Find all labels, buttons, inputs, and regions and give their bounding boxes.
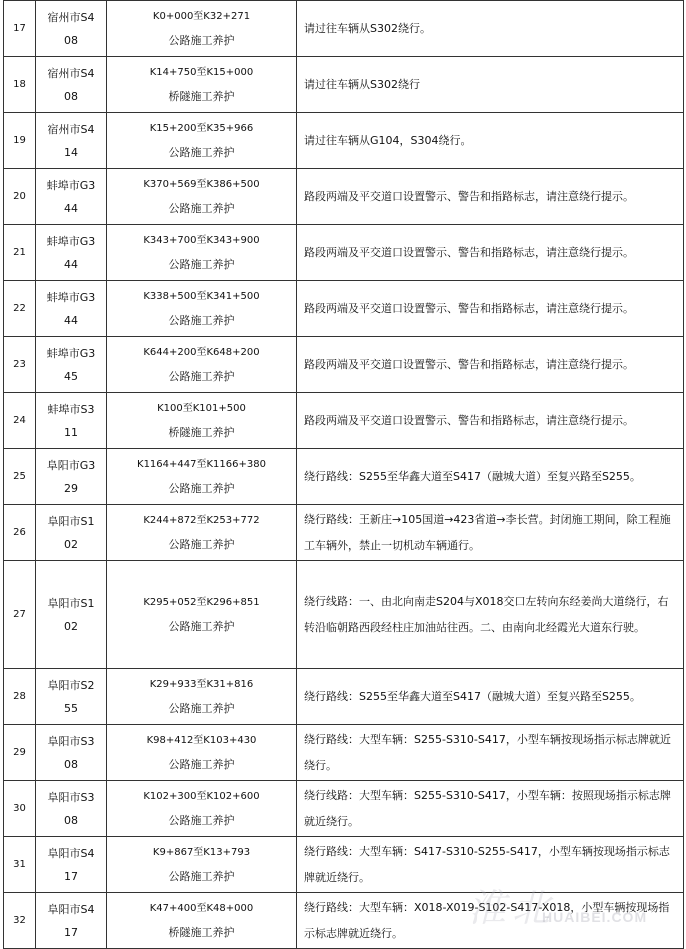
row-number (4, 449, 36, 505)
detour-note: 绕行路线：大型车辆：S417-S310-S255-S417，小型车辆按现场指示标志牌就近绕行。 (304, 844, 670, 884)
section-range: K47+400至K48+000 (149, 902, 254, 914)
detour-note: 路段两端及平交道口设置警示、警告和指路标志，请注意绕行提示。 (304, 189, 634, 203)
row-number (4, 337, 36, 393)
row-number (4, 837, 36, 893)
table-row (4, 281, 684, 337)
work-type: 公路施工养护 (168, 813, 235, 827)
table-row (4, 781, 684, 837)
section-range: K244+872至K253+772 (143, 514, 260, 526)
route-cell (36, 837, 107, 893)
table-row (4, 393, 684, 449)
work-type: 公路施工养护 (168, 701, 235, 715)
route-line-2: 11 (64, 425, 78, 439)
detour-note-cell (297, 1, 684, 57)
row-number (4, 669, 36, 725)
row-number (4, 725, 36, 781)
section-cell (107, 781, 297, 837)
section-range: K29+933至K31+816 (149, 678, 254, 690)
route-line-2: 29 (64, 481, 78, 495)
section-range: K1164+447至K1166+380 (137, 458, 266, 470)
section-cell (107, 113, 297, 169)
work-type: 公路施工养护 (168, 619, 235, 633)
route-line-1: 阜阳市S3 (47, 734, 95, 748)
work-type: 公路施工养护 (168, 257, 235, 271)
work-type: 公路施工养护 (168, 201, 235, 215)
route-cell (36, 113, 107, 169)
detour-note-cell (297, 669, 684, 725)
route-cell (36, 561, 107, 669)
section-cell (107, 169, 297, 225)
detour-note-cell (297, 337, 684, 393)
watermark-en: HUAIBEI.COM (542, 909, 648, 925)
route-line-2: 17 (64, 869, 78, 883)
route-line-2: 45 (64, 369, 78, 383)
route-line-2: 08 (64, 89, 78, 103)
section-cell (107, 725, 297, 781)
route-line-1: 蚌埠市G3 (46, 290, 96, 304)
detour-note-cell (297, 561, 684, 669)
route-line-2: 08 (64, 33, 78, 47)
detour-note-cell (297, 449, 684, 505)
route-line-1: 蚌埠市G3 (46, 178, 96, 192)
route-line-1: 阜阳市S4 (47, 846, 95, 860)
row-number-text: 25 (13, 471, 26, 482)
detour-note-cell (297, 281, 684, 337)
route-cell (36, 893, 107, 949)
row-number-text: 29 (13, 747, 26, 758)
route-line-1: 阜阳市S1 (47, 596, 95, 610)
route-line-1: 阜阳市S4 (47, 902, 95, 916)
route-line-1: 蚌埠市S3 (47, 402, 95, 416)
row-number-text: 19 (13, 135, 26, 146)
detour-note-cell (297, 505, 684, 561)
detour-note-cell (297, 113, 684, 169)
section-range: K338+500至K341+500 (143, 290, 260, 302)
route-cell (36, 57, 107, 113)
detour-note-cell (297, 225, 684, 281)
table-row (4, 225, 684, 281)
detour-note: 路段两端及平交道口设置警示、警告和指路标志，请注意绕行提示。 (304, 357, 634, 371)
detour-note: 请过往车辆从S302绕行 (304, 77, 420, 91)
detour-note: 绕行路线：大型车辆：S255-S310-S417，小型车辆按现场指示标志牌就近绕行。 (304, 732, 671, 772)
route-line-1: 宿州市S4 (47, 10, 95, 24)
detour-note-cell (297, 893, 684, 949)
route-cell (36, 781, 107, 837)
work-type: 公路施工养护 (168, 537, 235, 551)
route-line-2: 08 (64, 813, 78, 827)
route-line-2: 44 (64, 313, 78, 327)
section-cell (107, 837, 297, 893)
route-cell (36, 393, 107, 449)
work-type: 公路施工养护 (168, 869, 235, 883)
detour-note: 请过往车辆从S302绕行。 (304, 21, 431, 35)
detour-note-cell (297, 725, 684, 781)
route-line-1: 阜阳市S3 (47, 790, 95, 804)
row-number (4, 57, 36, 113)
section-range: K0+000至K32+271 (152, 10, 251, 22)
section-cell (107, 669, 297, 725)
work-type: 公路施工养护 (168, 369, 235, 383)
section-cell (107, 393, 297, 449)
section-cell (107, 337, 297, 393)
section-cell (107, 561, 297, 669)
route-line-2: 08 (64, 757, 78, 771)
row-number-text: 31 (13, 859, 26, 870)
route-line-2: 14 (64, 145, 78, 159)
detour-note: 路段两端及平交道口设置警示、警告和指路标志，请注意绕行提示。 (304, 245, 634, 259)
section-cell (107, 57, 297, 113)
table-row (4, 1, 684, 57)
section-range: K295+052至K296+851 (143, 596, 260, 608)
section-range: K15+200至K35+966 (149, 122, 254, 134)
route-line-2: 44 (64, 201, 78, 215)
section-cell (107, 225, 297, 281)
section-range: K14+750至K15+000 (149, 66, 254, 78)
row-number (4, 113, 36, 169)
row-number (4, 225, 36, 281)
table-row (4, 57, 684, 113)
row-number-text: 23 (13, 359, 26, 370)
route-line-1: 蚌埠市G3 (46, 346, 96, 360)
route-line-1: 阜阳市G3 (46, 458, 96, 472)
work-type: 桥隧施工养护 (168, 89, 235, 103)
route-cell (36, 505, 107, 561)
section-range: K644+200至K648+200 (143, 346, 260, 358)
route-line-2: 55 (64, 701, 78, 715)
route-cell (36, 281, 107, 337)
detour-note-cell (297, 781, 684, 837)
detour-note: 路段两端及平交道口设置警示、警告和指路标志，请注意绕行提示。 (304, 413, 634, 427)
detour-note-cell (297, 169, 684, 225)
route-line-2: 44 (64, 257, 78, 271)
work-type: 桥隧施工养护 (168, 425, 235, 439)
route-cell (36, 337, 107, 393)
detour-note: 绕行路线：S255至华鑫大道至S417（融城大道）至复兴路至S255。 (304, 689, 641, 703)
detour-note: 绕行线路：大型车辆：S255-S310-S417，小型车辆：按照现场指示标志牌就近绕行。 (304, 788, 671, 828)
table-row (4, 561, 684, 669)
route-cell (36, 1, 107, 57)
detour-note: 绕行线路：一、由北向南走S204与X018交口左转向东经姜尚大道绕行，右转沿临朝路西段经柱庄加油站往西。二、由南向北经霞光大道东行驶。 (304, 594, 669, 634)
row-number (4, 281, 36, 337)
section-range: K102+300至K102+600 (143, 790, 260, 802)
route-line-1: 宿州市S4 (47, 122, 95, 136)
route-cell (36, 669, 107, 725)
route-cell (36, 225, 107, 281)
section-range: K9+867至K13+793 (152, 846, 251, 858)
table-row (4, 449, 684, 505)
row-number-text: 22 (13, 303, 26, 314)
work-type: 公路施工养护 (168, 33, 235, 47)
route-line-1: 蚌埠市G3 (46, 234, 96, 248)
section-range: K343+700至K343+900 (143, 234, 260, 246)
row-number-text: 21 (13, 247, 26, 258)
row-number (4, 781, 36, 837)
row-number (4, 893, 36, 949)
table-row (4, 837, 684, 893)
detour-note-cell (297, 393, 684, 449)
row-number-text: 27 (13, 609, 26, 620)
detour-note: 绕行路线：S255至华鑫大道至S417（融城大道）至复兴路至S255。 (304, 469, 641, 483)
route-line-2: 02 (64, 537, 78, 551)
row-number-text: 32 (13, 915, 26, 926)
work-type: 公路施工养护 (168, 481, 235, 495)
row-number-text: 18 (13, 79, 26, 90)
row-number-text: 24 (13, 415, 26, 426)
detour-note: 请过往车辆从G104，S304绕行。 (304, 133, 472, 147)
row-number (4, 393, 36, 449)
section-cell (107, 1, 297, 57)
section-range: K370+569至K386+500 (143, 178, 260, 190)
section-cell (107, 281, 297, 337)
table-row (4, 893, 684, 949)
route-cell (36, 725, 107, 781)
table-row (4, 337, 684, 393)
table-row (4, 169, 684, 225)
row-number (4, 1, 36, 57)
work-type: 公路施工养护 (168, 145, 235, 159)
route-cell (36, 169, 107, 225)
row-number-text: 17 (13, 23, 26, 34)
row-number-text: 30 (13, 803, 26, 814)
route-line-1: 阜阳市S1 (47, 514, 95, 528)
detour-note: 路段两端及平交道口设置警示、警告和指路标志，请注意绕行提示。 (304, 301, 634, 315)
route-line-2: 02 (64, 619, 78, 633)
section-cell (107, 449, 297, 505)
closure-table (3, 0, 684, 949)
table-row (4, 113, 684, 169)
work-type: 公路施工养护 (168, 313, 235, 327)
section-cell (107, 893, 297, 949)
work-type: 公路施工养护 (168, 757, 235, 771)
table-body (4, 1, 684, 949)
row-number (4, 169, 36, 225)
row-number-text: 20 (13, 191, 26, 202)
table-row (4, 725, 684, 781)
section-range: K100至K101+500 (157, 402, 246, 414)
row-number-text: 26 (13, 527, 26, 538)
section-range: K98+412至K103+430 (146, 734, 257, 746)
table-row (4, 505, 684, 561)
watermark-cn: 淮北 (468, 886, 557, 930)
row-number (4, 561, 36, 669)
table-row (4, 669, 684, 725)
row-number (4, 505, 36, 561)
row-number-text: 28 (13, 691, 26, 702)
route-line-1: 阜阳市S2 (47, 678, 95, 692)
detour-note: 绕行路线：大型车辆：X018-X019-S102-S417-X018，小型车辆按现场指示标志牌就近绕行。 (304, 900, 670, 940)
section-cell (107, 505, 297, 561)
work-type: 桥隧施工养护 (168, 925, 235, 939)
detour-note: 绕行路线：王新庄→105国道→423省道→李长营。封闭施工期间，除工程施工车辆外，禁止一切机动车辆通行。 (304, 512, 671, 552)
detour-note-cell (297, 837, 684, 893)
route-cell (36, 449, 107, 505)
route-line-1: 宿州市S4 (47, 66, 95, 80)
route-line-2: 17 (64, 925, 78, 939)
detour-note-cell (297, 57, 684, 113)
